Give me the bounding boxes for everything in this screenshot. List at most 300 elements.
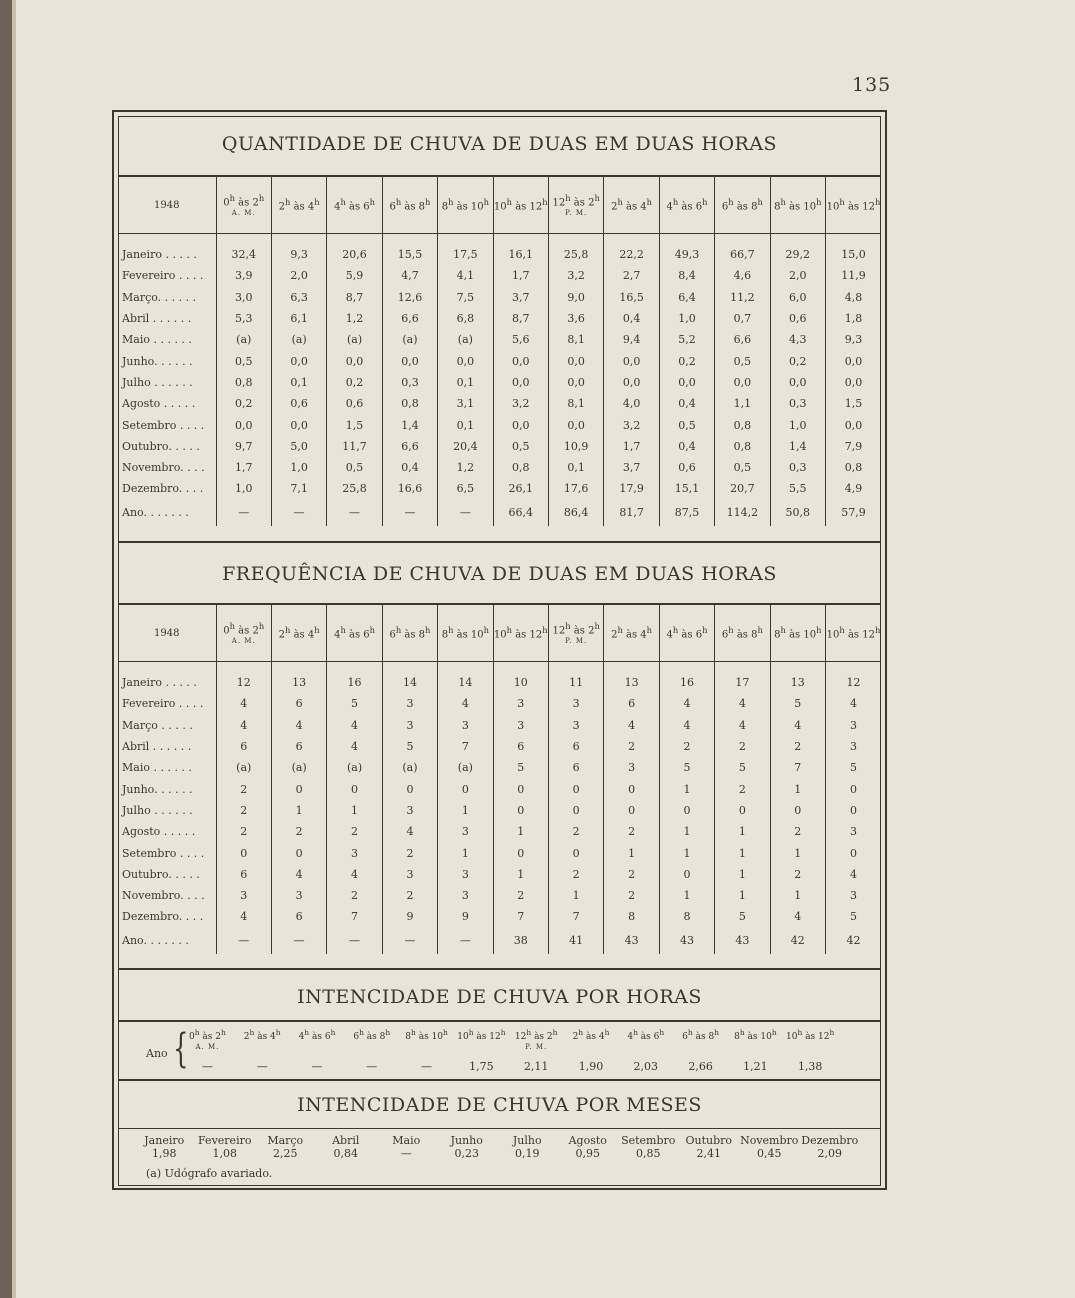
value-cell: 0,0 — [493, 350, 548, 371]
table-row — [118, 672, 881, 693]
value-cell: 13 — [604, 672, 659, 693]
monthly-intensity-value: 0,84 — [333, 1147, 358, 1160]
value-cell: 25,8 — [548, 244, 603, 265]
value-cell: 1 — [271, 800, 326, 821]
value-cell: 1,0 — [216, 478, 271, 499]
value-cell: 7 — [493, 906, 548, 927]
value-cell: 10 — [493, 672, 548, 693]
value-cell: 0,0 — [438, 350, 493, 371]
value-cell: 2 — [715, 736, 770, 757]
value-cell: 5 — [826, 757, 882, 778]
quantidade-title: QUANTIDADE DE CHUVA DE DUAS EM DUAS HORAS — [221, 133, 778, 155]
month-label: Agosto . . . . . — [122, 397, 196, 411]
divider — [118, 1020, 881, 1022]
value-cell: 9 — [382, 906, 437, 927]
value-cell: 3 — [382, 800, 437, 821]
value-cell: 8,1 — [548, 329, 603, 350]
value-cell: 1,1 — [715, 393, 770, 414]
hour-column-header: 8$^h$ às 10$^h$ — [734, 1028, 777, 1042]
hour-column-header: 4$^h$ às 6$^h$ — [327, 177, 382, 234]
hour-column-header: 4$^h$ às 6$^h$ — [659, 605, 714, 662]
value-cell: 1,2 — [438, 457, 493, 478]
value-cell: 3 — [438, 885, 493, 906]
value-cell: 3,7 — [493, 287, 548, 308]
value-cell: 2 — [382, 885, 437, 906]
month-label: Outubro. . . . . — [122, 439, 200, 453]
annual-value-cell: 87,5 — [659, 500, 714, 526]
value-cell: 16,6 — [382, 478, 437, 499]
hour-column-header: 8$^h$ às 10$^h$ — [770, 177, 825, 234]
value-cell: (a) — [327, 329, 382, 350]
value-cell: 49,3 — [659, 244, 714, 265]
hour-column-header: 6$^h$ às 8$^h$ — [682, 1028, 720, 1042]
value-cell: 0 — [604, 800, 659, 821]
month-name: Março — [267, 1134, 304, 1147]
hour-column-header: 10$^h$ às 12$^h$ — [457, 1028, 506, 1042]
value-cell: 3,2 — [604, 414, 659, 435]
value-cell: 15,5 — [382, 244, 437, 265]
value-cell: 2 — [382, 842, 437, 863]
value-cell: 2 — [216, 778, 271, 799]
value-cell: 3,2 — [548, 265, 603, 286]
annual-value-cell: 43 — [659, 928, 714, 954]
value-cell: 1 — [715, 821, 770, 842]
value-cell: 16 — [659, 672, 714, 693]
value-cell: 0,4 — [604, 308, 659, 329]
value-cell: 1,7 — [493, 265, 548, 286]
value-cell: 1 — [604, 842, 659, 863]
value-cell: 17 — [715, 672, 770, 693]
value-cell: 22,2 — [604, 244, 659, 265]
value-cell: 4 — [327, 864, 382, 885]
value-cell: 20,7 — [715, 478, 770, 499]
hour-column-header: 6$^h$ às 8$^h$ — [382, 177, 437, 234]
value-cell: 0,0 — [826, 350, 882, 371]
value-cell: 0,2 — [327, 372, 382, 393]
value-cell: 3 — [382, 864, 437, 885]
value-cell: 2 — [493, 885, 548, 906]
value-cell: 2,7 — [604, 265, 659, 286]
annual-value-cell: — — [216, 500, 271, 526]
value-cell: 5 — [493, 757, 548, 778]
value-cell: 0,0 — [493, 414, 548, 435]
value-cell: 3 — [271, 885, 326, 906]
value-cell: 0 — [271, 778, 326, 799]
year-header: 1948 — [118, 177, 216, 234]
value-cell: 0,1 — [548, 457, 603, 478]
value-cell: 1,7 — [216, 457, 271, 478]
value-cell: 0 — [659, 800, 714, 821]
value-cell: 0,2 — [659, 350, 714, 371]
annual-value-cell: 41 — [548, 928, 603, 954]
value-cell: 4 — [659, 715, 714, 736]
annual-value-cell: — — [382, 928, 437, 954]
hour-column-header: 2$^h$ às 4$^h$ — [604, 605, 659, 662]
table-row — [118, 757, 881, 778]
value-cell: 12 — [826, 672, 882, 693]
value-cell: 3,9 — [216, 265, 271, 286]
value-cell: 12,6 — [382, 287, 437, 308]
value-cell: 6 — [548, 757, 603, 778]
value-cell: 0 — [826, 778, 882, 799]
value-cell: 2 — [604, 736, 659, 757]
value-cell: 5 — [659, 757, 714, 778]
value-cell: 17,6 — [548, 478, 603, 499]
month-label: Abril . . . . . . — [122, 312, 192, 326]
hour-column-header: 10$^h$ às 12$^h$ — [493, 177, 548, 234]
table-row — [118, 928, 881, 954]
annual-value-cell: 43 — [604, 928, 659, 954]
value-cell: 7 — [770, 757, 825, 778]
value-cell: 7 — [327, 906, 382, 927]
value-cell: 1 — [438, 800, 493, 821]
hourly-intensity-value: — — [311, 1060, 323, 1073]
annual-label: Ano. . . . . . . — [122, 934, 189, 948]
value-cell: 66,7 — [715, 244, 770, 265]
value-cell: 0 — [271, 842, 326, 863]
value-cell: 0 — [659, 864, 714, 885]
value-cell: 25,8 — [327, 478, 382, 499]
value-cell: 9 — [438, 906, 493, 927]
month-name: Novembro — [740, 1134, 799, 1147]
value-cell: 4 — [382, 821, 437, 842]
hour-column-header: 0$^h$ às 2$^h$ A. M. — [180, 1028, 235, 1051]
annual-value-cell: — — [438, 500, 493, 526]
value-cell: 6,5 — [438, 478, 493, 499]
value-cell: 6 — [548, 736, 603, 757]
table-row — [118, 864, 881, 885]
value-cell: 1 — [770, 885, 825, 906]
hour-column-header: 2$^h$ às 4$^h$ — [271, 605, 326, 662]
value-cell: 20,4 — [438, 436, 493, 457]
am-label: A. M. — [195, 1043, 220, 1051]
value-cell: 0,5 — [327, 457, 382, 478]
value-cell: (a) — [382, 329, 437, 350]
value-cell: 11,9 — [826, 265, 882, 286]
value-cell: 5 — [770, 693, 825, 714]
annual-value-cell: — — [327, 928, 382, 954]
annual-value-cell: 50,8 — [770, 500, 825, 526]
value-cell: 2 — [327, 821, 382, 842]
hour-column-header: 4$^h$ às 6$^h$ — [327, 605, 382, 662]
value-cell: 0,0 — [382, 350, 437, 371]
month-label: Dezembro. . . . — [122, 482, 204, 496]
value-cell: (a) — [438, 757, 493, 778]
value-cell: (a) — [216, 757, 271, 778]
frequencia-table — [118, 605, 881, 954]
month-name: Abril — [332, 1134, 360, 1147]
value-cell: 0,6 — [770, 308, 825, 329]
hour-column-header: 2$^h$ às 4$^h$ — [271, 177, 326, 234]
value-cell: 3 — [438, 821, 493, 842]
value-cell: 1,5 — [327, 414, 382, 435]
value-cell: 1 — [659, 885, 714, 906]
book-spine-edge — [0, 0, 12, 1298]
value-cell: 1 — [327, 800, 382, 821]
month-label: Novembro. . . . — [122, 889, 205, 903]
month-label: Julho . . . . . . — [122, 375, 193, 389]
pm-label: P. M. — [565, 209, 588, 218]
value-cell: 2 — [271, 821, 326, 842]
value-cell: 6 — [271, 693, 326, 714]
value-cell: 29,2 — [770, 244, 825, 265]
value-cell: 4 — [826, 693, 882, 714]
value-cell: 0,2 — [770, 350, 825, 371]
hour-column-header: 4$^h$ às 6$^h$ — [298, 1028, 336, 1042]
value-cell: 3 — [826, 885, 882, 906]
value-cell: 0 — [438, 778, 493, 799]
hour-column-header: 12$^h$ às 2$^h$ P. M. — [548, 177, 603, 234]
value-cell: 4 — [271, 864, 326, 885]
value-cell: 3 — [216, 885, 271, 906]
value-cell: 13 — [271, 672, 326, 693]
table-row — [118, 736, 881, 757]
hour-column-header: 10$^h$ às 12$^h$ — [786, 1028, 835, 1042]
hour-column-header: 8$^h$ às 10$^h$ — [770, 605, 825, 662]
value-cell: 0 — [493, 778, 548, 799]
value-cell: 7 — [548, 906, 603, 927]
annual-value-cell: 42 — [770, 928, 825, 954]
value-cell: 0 — [548, 842, 603, 863]
value-cell: (a) — [382, 757, 437, 778]
table-row — [118, 414, 881, 435]
annual-label: Ano. . . . . . . — [122, 506, 189, 520]
month-label: Junho. . . . . . — [122, 354, 193, 368]
hour-column-header: 4$^h$ às 6$^h$ — [659, 177, 714, 234]
hour-column-header: 6$^h$ às 8$^h$ — [715, 177, 770, 234]
value-cell: 4,3 — [770, 329, 825, 350]
annual-value-cell: — — [327, 500, 382, 526]
value-cell: 1,8 — [826, 308, 882, 329]
value-cell: 0,8 — [715, 436, 770, 457]
hour-column-header: 2$^h$ às 4$^h$ — [604, 177, 659, 234]
annual-value-cell: 114,2 — [715, 500, 770, 526]
value-cell: 0,0 — [216, 414, 271, 435]
value-cell: 6 — [271, 906, 326, 927]
value-cell: 0,0 — [826, 414, 882, 435]
value-cell: 0,8 — [715, 414, 770, 435]
value-cell: 4 — [770, 715, 825, 736]
value-cell: 6,4 — [659, 287, 714, 308]
month-label: Junho. . . . . . — [122, 782, 193, 796]
table-row — [118, 350, 881, 371]
monthly-intensity-value: 0,85 — [636, 1147, 661, 1160]
value-cell: 2 — [715, 778, 770, 799]
value-cell: 4 — [327, 736, 382, 757]
value-cell: 14 — [438, 672, 493, 693]
value-cell: 11,7 — [327, 436, 382, 457]
brace-glyph: { — [173, 1026, 189, 1072]
month-label: Fevereiro . . . . — [122, 697, 204, 711]
value-cell: 8,1 — [548, 393, 603, 414]
hour-column-header: 6$^h$ às 8$^h$ — [715, 605, 770, 662]
annual-value-cell: — — [438, 928, 493, 954]
value-cell: 0 — [826, 842, 882, 863]
value-cell: 3 — [548, 715, 603, 736]
value-cell: 6,6 — [715, 329, 770, 350]
value-cell: 0 — [493, 842, 548, 863]
value-cell: 0,8 — [493, 457, 548, 478]
value-cell: 8,4 — [659, 265, 714, 286]
value-cell: 4,8 — [826, 287, 882, 308]
value-cell: 6 — [604, 693, 659, 714]
value-cell: 32,4 — [216, 244, 271, 265]
value-cell: 3 — [548, 693, 603, 714]
year-header: 1948 — [118, 605, 216, 662]
value-cell: 1 — [548, 885, 603, 906]
meses-title: INTENCIDADE DE CHUVA POR MESES — [297, 1094, 702, 1116]
value-cell: 4 — [826, 864, 882, 885]
value-cell: 5 — [715, 906, 770, 927]
month-label: Abril . . . . . . — [122, 740, 192, 754]
value-cell: 17,5 — [438, 244, 493, 265]
month-label: Março. . . . . . — [122, 290, 197, 304]
value-cell: 15,1 — [659, 478, 714, 499]
value-cell: 0,3 — [770, 393, 825, 414]
value-cell: 0 — [548, 778, 603, 799]
value-cell: 3 — [382, 715, 437, 736]
value-cell: 0,6 — [271, 393, 326, 414]
value-cell: 0 — [327, 778, 382, 799]
value-cell: 0,0 — [604, 372, 659, 393]
value-cell: 4,9 — [826, 478, 882, 499]
value-cell: 5 — [382, 736, 437, 757]
value-cell: 3,2 — [493, 393, 548, 414]
value-cell: 3,7 — [604, 457, 659, 478]
value-cell: 5 — [826, 906, 882, 927]
hour-column-header: 6$^h$ às 8$^h$ — [382, 605, 437, 662]
value-cell: (a) — [438, 329, 493, 350]
hour-column-header: 0$^h$ às 2$^h$ A. M. — [216, 177, 271, 234]
hour-column-header: 8$^h$ às 10$^h$ — [405, 1028, 448, 1042]
value-cell: 9,4 — [604, 329, 659, 350]
value-cell: 0,5 — [715, 350, 770, 371]
horas-title: INTENCIDADE DE CHUVA POR HORAS — [297, 986, 702, 1008]
hour-column-header: 6$^h$ às 8$^h$ — [353, 1028, 391, 1042]
table-row — [118, 842, 881, 863]
am-label: A. M. — [231, 637, 256, 646]
hour-column-header: 2$^h$ às 4$^h$ — [572, 1028, 610, 1042]
value-cell: 0,5 — [715, 457, 770, 478]
value-cell: 0,0 — [770, 372, 825, 393]
value-cell: 9,3 — [826, 329, 882, 350]
value-cell: 10,9 — [548, 436, 603, 457]
month-label: Janeiro . . . . . — [122, 248, 197, 262]
value-cell: 4 — [271, 715, 326, 736]
table-row — [118, 800, 881, 821]
value-cell: 6 — [271, 736, 326, 757]
value-cell: 0,0 — [271, 414, 326, 435]
value-cell: 4 — [438, 693, 493, 714]
value-cell: 1,7 — [604, 436, 659, 457]
horas-row-label: Ano — [146, 1047, 168, 1060]
month-label: Fevereiro . . . . — [122, 269, 204, 283]
value-cell: 0,0 — [826, 372, 882, 393]
month-label: Julho . . . . . . — [122, 803, 193, 817]
value-cell: 6,6 — [382, 436, 437, 457]
divider — [118, 1128, 881, 1129]
monthly-intensity-value: 1,98 — [152, 1147, 177, 1160]
value-cell: 6,3 — [271, 287, 326, 308]
value-cell: 4 — [715, 693, 770, 714]
value-cell: 26,1 — [493, 478, 548, 499]
value-cell: 6,6 — [382, 308, 437, 329]
monthly-intensity-value: 1,08 — [212, 1147, 237, 1160]
annual-value-cell: 57,9 — [826, 500, 882, 526]
value-cell: 1,4 — [382, 414, 437, 435]
value-cell: 4 — [715, 715, 770, 736]
value-cell: 0,5 — [216, 350, 271, 371]
value-cell: 2 — [216, 800, 271, 821]
page-gutter — [12, 0, 16, 1298]
value-cell: 2,0 — [770, 265, 825, 286]
table-row — [118, 393, 881, 414]
value-cell: 2 — [659, 736, 714, 757]
value-cell: 4 — [659, 693, 714, 714]
value-cell: 5,0 — [271, 436, 326, 457]
value-cell: 0,0 — [548, 414, 603, 435]
hour-column-header: 4$^h$ às 6$^h$ — [627, 1028, 665, 1042]
value-cell: (a) — [216, 329, 271, 350]
value-cell: 1,0 — [770, 414, 825, 435]
table-row — [118, 715, 881, 736]
value-cell: 6 — [493, 736, 548, 757]
pm-label: P. M. — [565, 637, 588, 646]
monthly-intensity-value: 2,09 — [817, 1147, 842, 1160]
am-label: A. M. — [231, 209, 256, 218]
value-cell: 1,4 — [770, 436, 825, 457]
value-cell: 0,7 — [715, 308, 770, 329]
value-cell: (a) — [271, 757, 326, 778]
value-cell: 1 — [770, 778, 825, 799]
value-cell: 4,6 — [715, 265, 770, 286]
month-name: Julho — [512, 1134, 542, 1147]
month-label: Setembro . . . . — [122, 418, 205, 432]
value-cell: 3 — [493, 715, 548, 736]
value-cell: 0,8 — [826, 457, 882, 478]
value-cell: 6,1 — [271, 308, 326, 329]
table-row — [118, 885, 881, 906]
value-cell: 14 — [382, 672, 437, 693]
value-cell: 2 — [548, 864, 603, 885]
value-cell: 0,8 — [382, 393, 437, 414]
value-cell: 0,0 — [715, 372, 770, 393]
table-row — [118, 308, 881, 329]
value-cell: 13 — [770, 672, 825, 693]
value-cell: 1 — [493, 821, 548, 842]
value-cell: 0,4 — [659, 393, 714, 414]
value-cell: 0,5 — [659, 414, 714, 435]
value-cell: 2 — [770, 736, 825, 757]
value-cell: 0,3 — [770, 457, 825, 478]
value-cell: 0,0 — [493, 372, 548, 393]
value-cell: 2 — [216, 821, 271, 842]
annual-value-cell: 86,4 — [548, 500, 603, 526]
month-label: Outubro. . . . . — [122, 867, 200, 881]
month-label: Dezembro. . . . — [122, 910, 204, 924]
month-label: Agosto . . . . . — [122, 825, 196, 839]
divider — [118, 968, 881, 970]
month-label: Março . . . . . — [122, 718, 193, 732]
annual-value-cell: 66,4 — [493, 500, 548, 526]
value-cell: 6,8 — [438, 308, 493, 329]
value-cell: 3,6 — [548, 308, 603, 329]
value-cell: 2 — [604, 864, 659, 885]
value-cell: 2 — [604, 885, 659, 906]
value-cell: 16,1 — [493, 244, 548, 265]
value-cell: 0 — [826, 800, 882, 821]
value-cell: 0,0 — [327, 350, 382, 371]
